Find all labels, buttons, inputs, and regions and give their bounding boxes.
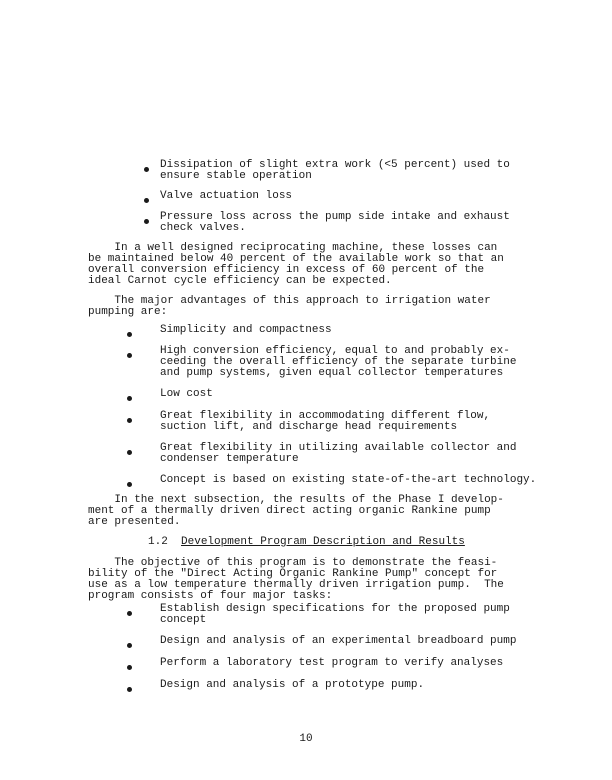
bullet-icon <box>127 611 132 616</box>
list-item-advantage-5: Great flexibility in utilizing available collector and condenser temperature <box>160 442 517 465</box>
bullet-icon <box>144 219 149 224</box>
list-item-advantage-6: Concept is based on existing state-of-the-art technology. <box>160 474 537 486</box>
section-number: 1.2 <box>148 536 168 548</box>
list-item-task-3: Perform a laboratory test program to verify analyses <box>160 657 504 669</box>
paragraph-advantages-intro: The major advantages of this approach to irrigation water pumping are: <box>88 295 491 318</box>
bullet-icon <box>144 167 149 172</box>
list-item-loss-1: Dissipation of slight extra work (<5 percent) used to ensure stable operation <box>160 159 510 182</box>
bullet-icon <box>144 198 149 203</box>
list-item-task-2: Design and analysis of an experimental breadboard pump <box>160 635 517 647</box>
list-item-loss-3: Pressure loss across the pump side intake and exhaust check valves. <box>160 211 510 234</box>
section-title: Development Program Description and Results <box>181 536 465 548</box>
list-item-advantage-2: High conversion efficiency, equal to and probably ex- ceeding the overall efficiency of the separate turbine and pump systems, given equal collector temperatures <box>160 345 517 379</box>
list-item-loss-2: Valve actuation loss <box>160 190 293 202</box>
list-item-task-4: Design and analysis of a prototype pump. <box>160 679 425 691</box>
bullet-icon <box>127 665 132 670</box>
bullet-icon <box>127 450 132 455</box>
bullet-icon <box>127 332 132 337</box>
bullet-icon <box>127 687 132 692</box>
page-number: 10 <box>299 733 313 745</box>
paragraph-next-subsection: In the next subsection, the results of the Phase I develop- ment of a thermally driven direct acting organic Rankine pump are presented. <box>88 494 504 528</box>
bullet-icon <box>127 396 132 401</box>
list-item-task-1: Establish design specifications for the proposed pump concept <box>160 603 510 626</box>
list-item-advantage-1: Simplicity and compactness <box>160 324 332 336</box>
paragraph-objective: The objective of this program is to demonstrate the feasi- bility of the "Direct Acting Organic Rankine Pump" concept for use as a low temperature thermally driven irrigation pump. The program consists of four major tasks: <box>88 557 504 602</box>
bullet-icon <box>127 643 132 648</box>
list-item-advantage-4: Great flexibility in accommodating different flow, suction lift, and discharge head requirements <box>160 410 491 433</box>
paragraph-losses: In a well designed reciprocating machine, these losses can be maintained below 40 percent of the available work so that an overall conversion efficiency in excess of 60 percent of the ideal Carnot cycle efficiency can be expected. <box>88 242 504 287</box>
list-item-advantage-3: Low cost <box>160 388 213 400</box>
bullet-icon <box>127 353 132 358</box>
section-heading <box>148 537 465 548</box>
bullet-icon <box>127 418 132 423</box>
bullet-icon <box>127 482 132 487</box>
